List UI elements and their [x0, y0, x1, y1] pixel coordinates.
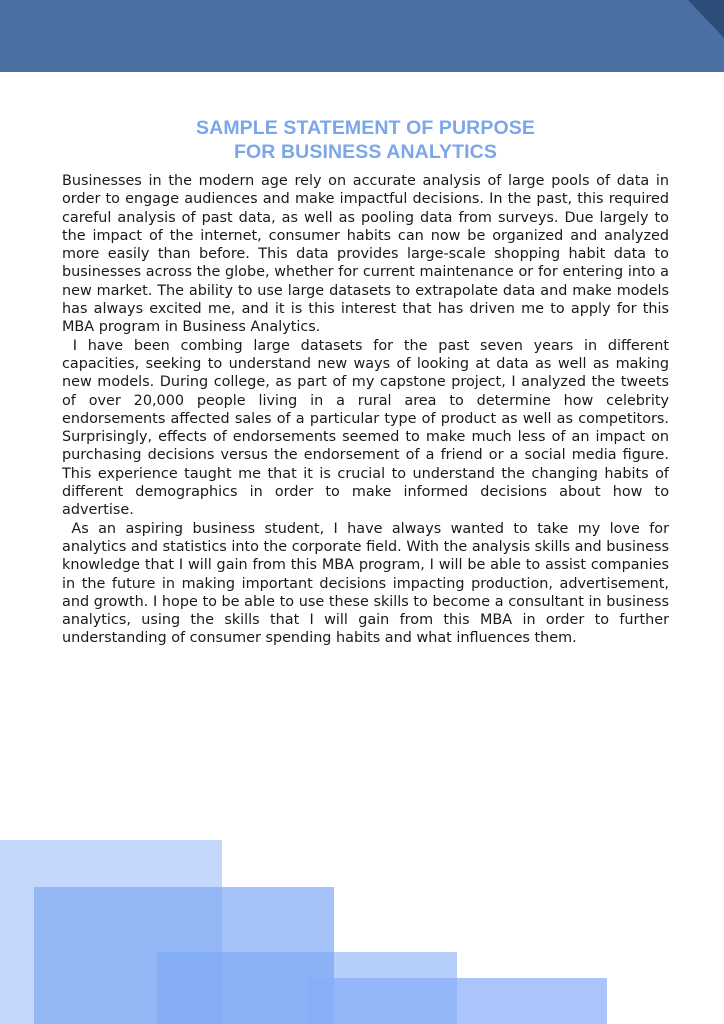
title-line-1: SAMPLE STATEMENT OF PURPOSE	[196, 117, 535, 139]
body-paragraph-3: As an aspiring business student, I have always wanted to take my love for analytics and statistics into the corporate field. With the analysis skills and business knowledge that I will gain from this MBA program, I will be able to assist companies in the future in making important decisions impacting production, advertisement, and growth. I hope to be able to use these skills to become a consultant in business analytics, using the skills that I will gain from this MBA in order to further understanding of consumer spending habits and what influences them.	[62, 520, 674, 647]
body-paragraph-1: Businesses in the modern age rely on accurate analysis of large pools of data in order to engage audiences and make impactful decisions. In the past, this required careful analysis of past data, as well as pooling data from surveys. Due largely to the impact of the internet, consumer habits can now be organized and analyzed more easily than before. This data provides large-scale shopping habit data to businesses across the globe, whether for current maintenance or for entering into a new market. The ability to use large datasets to extrapolate data and make models has always excited me, and it is this interest that has driven me to apply for this MBA program in Business Analytics.	[62, 173, 669, 336]
title-line-2: FOR BUSINESS ANALYTICS	[234, 141, 497, 163]
document-title	[62, 116, 669, 164]
header-band	[0, 0, 724, 72]
document-body	[62, 172, 674, 648]
decorative-block-right	[308, 978, 607, 1024]
body-paragraph-2: I have been combing large datasets for the past seven years in different capacities, seeking to understand new ways of looking at data as well as making new models. During college, as part of my capstone project, I analyzed the tweets of over 20,000 people living in a rural area to determine how celebrity endorsements affected sales of a particular type of product as well as competitors. Surprisingly, effects of endorsements seemed to make much less of an impact on purchasing decisions versus the endorsement of a friend or a social media figure. This experience taught me that it is crucial to understand the changing habits of different demographics in order to make informed decisions about how to advertise.	[62, 337, 674, 519]
page-corner-fold	[688, 0, 724, 38]
